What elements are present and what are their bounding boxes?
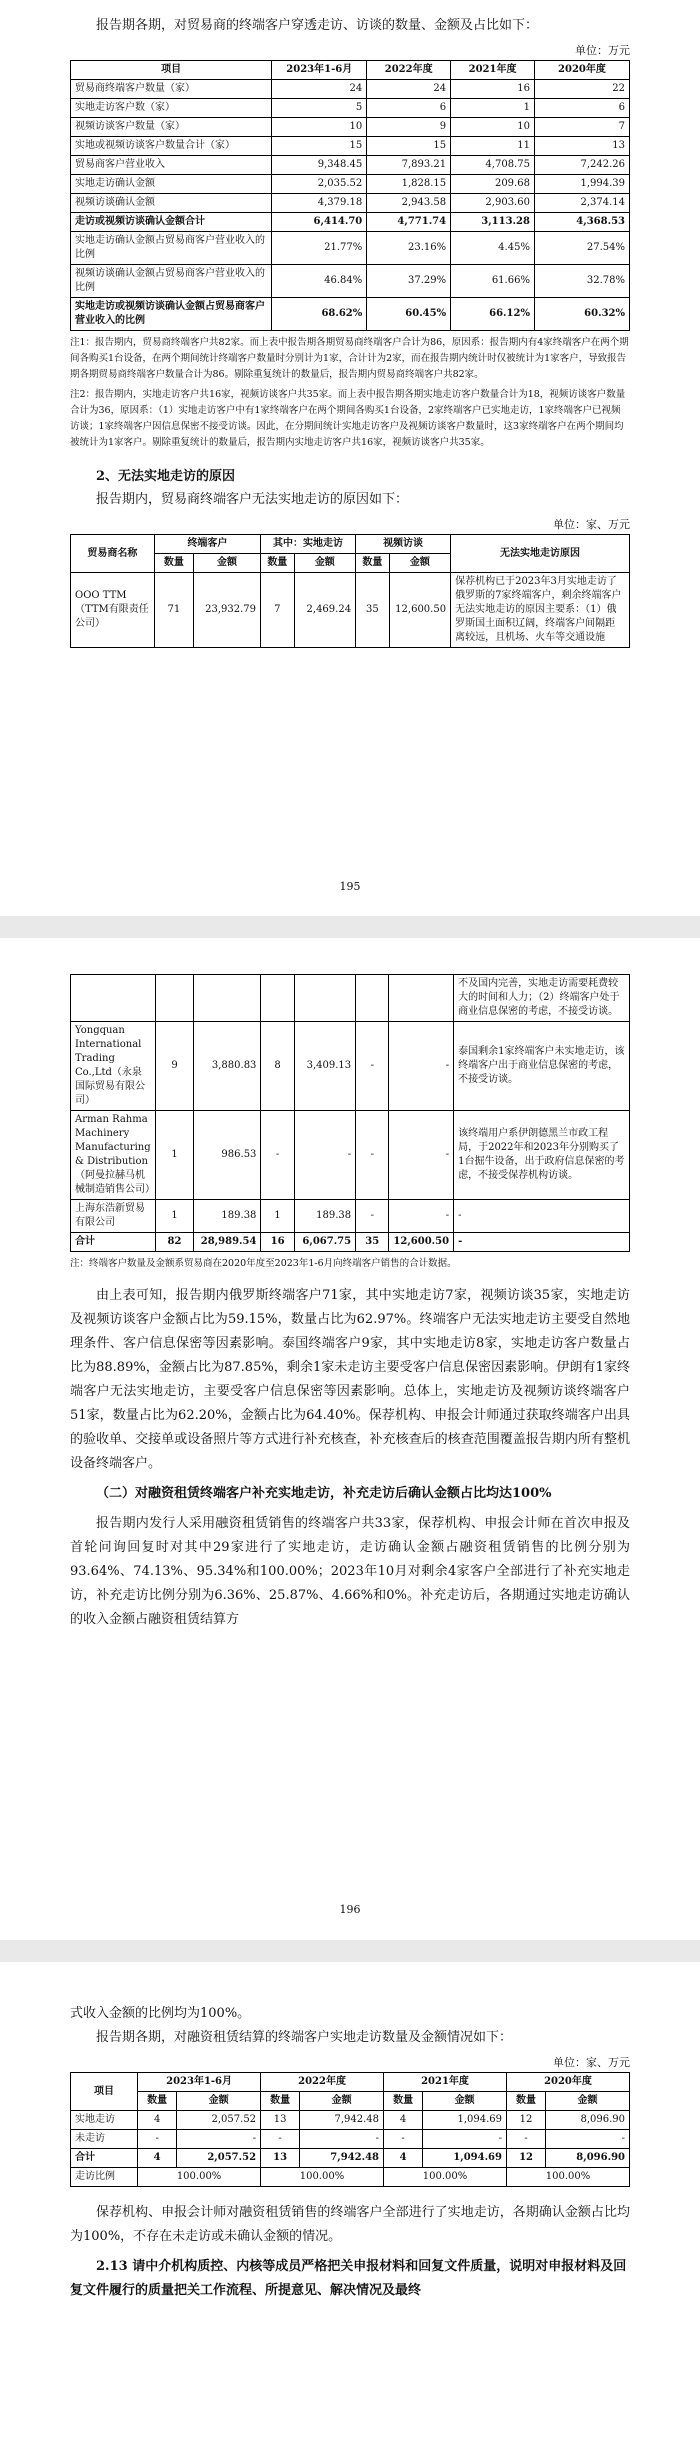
table-cell: 1,094.69 <box>423 2111 507 2130</box>
table-cell: 2,057.52 <box>177 2149 261 2168</box>
table-cell: 6,067.75 <box>294 1233 355 1252</box>
column-header: 贸易商名称 <box>71 535 155 573</box>
table-row <box>71 213 630 232</box>
table-row <box>71 99 630 118</box>
table-header-row <box>71 61 630 80</box>
document-page-197 <box>0 1962 700 2453</box>
table-cell: 82 <box>155 1233 194 1252</box>
table-cell: 68.62% <box>272 298 367 331</box>
table-cell: - <box>356 1200 389 1233</box>
table-cell: 1,828.15 <box>367 175 451 194</box>
table-cell: 6,414.70 <box>272 213 367 232</box>
table-cell: 60.45% <box>367 298 451 331</box>
row-label: 走访或视频访谈确认金额合计 <box>71 213 272 232</box>
table-cell: 37.29% <box>367 265 451 298</box>
table-cell: 100.00% <box>384 2168 507 2187</box>
table-cell: 10 <box>451 118 535 137</box>
table-cell: 46.84% <box>272 265 367 298</box>
table-cell: 2,035.52 <box>272 175 367 194</box>
table-cell: - <box>389 1111 454 1200</box>
table-cell: 9 <box>367 118 451 137</box>
table-row <box>71 118 630 137</box>
table-cell: - <box>356 1111 389 1200</box>
reason-cell: - <box>454 1200 630 1233</box>
table-cell: 12 <box>506 2111 545 2130</box>
table-cell: 23.16% <box>367 232 451 265</box>
row-label: 贸易商客户营业收入 <box>71 156 272 175</box>
no-visit-reason-table-continued <box>70 974 630 1252</box>
table-cell: 10 <box>272 118 367 137</box>
table-cell: 7,942.48 <box>300 2149 384 2168</box>
table-cell: 100.00% <box>138 2168 261 2187</box>
table-cell: 15 <box>272 137 367 156</box>
trader-name: Arman Rahma Machinery Manufacturing & Distribution（阿曼拉赫马机械制造销售公司） <box>71 1111 156 1200</box>
trader-name: OOO TTM（TTM有限责任公司） <box>71 573 155 648</box>
table-cell: - <box>506 2130 545 2149</box>
table-row <box>71 2130 630 2149</box>
table-cell: 35 <box>356 573 390 648</box>
table-cell: 4,379.18 <box>272 194 367 213</box>
table-cell: 7,942.48 <box>300 2111 384 2130</box>
table-cell: 5 <box>272 99 367 118</box>
table-cell: - <box>261 2130 300 2149</box>
column-header: 金额 <box>423 2092 507 2111</box>
table-cell: 100.00% <box>506 2168 629 2187</box>
column-header: 数量 <box>154 554 193 573</box>
table-cell: 7 <box>261 573 295 648</box>
table-cell: 12 <box>506 2149 545 2168</box>
table-cell: 23,932.79 <box>193 573 260 648</box>
table-cell: 24 <box>367 80 451 99</box>
reason-cell: 泰国剩余1家终端客户未实地走访，该终端客户出于商业信息保密的考虑，不接受访谈。 <box>454 1022 630 1111</box>
section-title: 2、无法实地走访的原因 <box>96 469 236 484</box>
row-label: 贸易商终端客户数量（家） <box>71 80 272 99</box>
table-cell: 1 <box>155 1200 194 1233</box>
table-row <box>71 2168 630 2187</box>
row-label: 实地或视频访谈客户数量合计（家） <box>71 137 272 156</box>
table-cell: 4,771.74 <box>367 213 451 232</box>
column-header: 数量 <box>384 2092 423 2111</box>
table-cell: - <box>356 1022 389 1111</box>
column-header: 2021年度 <box>384 2073 507 2092</box>
table-row <box>71 156 630 175</box>
paragraph-intro: 报告期各期，对融资租赁结算的终端客户实地走访数量及金额情况如下： <box>96 2030 513 2045</box>
table-cell: 21.77% <box>272 232 367 265</box>
row-label: 实地走访或视频访谈确认金额占贸易商客户营业收入的比例 <box>71 298 272 331</box>
table-cell: - <box>138 2130 177 2149</box>
table-cell: - <box>389 1200 454 1233</box>
finance-lease-visit-table <box>70 2072 630 2187</box>
table-cell: 6 <box>534 99 629 118</box>
table-cell: - <box>261 1111 294 1200</box>
table-cell: 4,368.53 <box>534 213 629 232</box>
table-cell: - <box>294 1111 355 1200</box>
row-label: 视频访谈确认金额占贸易商客户营业收入的比例 <box>71 265 272 298</box>
table-cell: 1 <box>155 1111 194 1200</box>
table-row <box>71 1111 630 1200</box>
reason-cell: 该终端用户系伊朗德黑兰市政工程局，于2022年和2023年分别购买了1台掘牛设备，出于政府信息保密的考虑，不接受保荐机构访谈。 <box>454 1111 630 1200</box>
section-heading: 2.13 请中介机构质控、内核等成员严格把关申报材料和回复文件质量，说明对申报材料及回复文件履行的质量把关工作流程、所提意见、解决情况及最终 <box>70 2259 627 2298</box>
column-header: 数量 <box>261 2092 300 2111</box>
table-cell: 35 <box>356 1233 389 1252</box>
table-row <box>71 573 630 648</box>
table-cell: - <box>300 2130 384 2149</box>
table-cell: 11 <box>451 137 535 156</box>
column-header: 2020年度 <box>506 2073 629 2092</box>
table-cell: - <box>423 2130 507 2149</box>
table-cell: 13 <box>261 2149 300 2168</box>
row-label: 实地走访客户数（家） <box>71 99 272 118</box>
column-header: 2020年度 <box>534 61 629 80</box>
unit-label: 单位：家、万元 <box>553 2056 630 2069</box>
unit-label: 单位：万元 <box>575 44 630 57</box>
table-row <box>71 975 630 1022</box>
table-cell: 12,600.50 <box>389 573 450 648</box>
table-cell: 71 <box>154 573 193 648</box>
row-label: 合计 <box>71 2149 138 2168</box>
table-row <box>71 2149 630 2168</box>
page-number: 195 <box>339 880 361 893</box>
table-cell: 7,242.26 <box>534 156 629 175</box>
document-page-195 <box>0 0 700 916</box>
no-visit-reason-table <box>70 534 630 648</box>
table-row <box>71 298 630 331</box>
reason-cell: - <box>454 1233 630 1252</box>
row-label: 未走访 <box>71 2130 138 2149</box>
table-cell: 4 <box>384 2111 423 2130</box>
table-cell: 2,903.60 <box>451 194 535 213</box>
table-row <box>71 137 630 156</box>
table-row <box>71 175 630 194</box>
table-cell: 7,893.21 <box>367 156 451 175</box>
table-row <box>71 232 630 265</box>
column-header: 数量 <box>356 554 390 573</box>
column-header: 数量 <box>506 2092 545 2111</box>
column-header: 金额 <box>193 554 260 573</box>
table-cell: 8,096.90 <box>546 2111 630 2130</box>
table-cell: 986.53 <box>194 1111 261 1200</box>
table-cell: 16 <box>261 1233 294 1252</box>
table-cell: 4 <box>138 2111 177 2130</box>
column-header: 数量 <box>261 554 295 573</box>
table-row <box>71 80 630 99</box>
table-cell: - <box>389 1022 454 1111</box>
section-heading: （二）对融资租赁终端客户补充实地走访，补充走访后确认金额占比均达100% <box>96 1486 552 1501</box>
column-header: 项目 <box>71 61 272 80</box>
table-cell: - <box>177 2130 261 2149</box>
table-cell: 66.12% <box>451 298 535 331</box>
table-cell: 1,094.69 <box>423 2149 507 2168</box>
table-cell: 2,374.14 <box>534 194 629 213</box>
table-note-1: 注1：报告期内，贸易商终端客户共82家。而上表中报告期各期贸易商终端客户合计为86，原因系：报告期内有4家终端客户在两个期间各购买1台设备，在两个期间统计终端客户数量时分别计为1家，合计计为2家，而在报告期内统计时仅被统计为1家客户，导致报告期各期贸易商终端客户数量合计为86。剔除重复统计的数量后，报告期内贸易商终端客户共82家。 <box>70 337 629 380</box>
table-cell: 209.68 <box>451 175 535 194</box>
paragraph-summary: 保荐机构、申报会计师对融资租赁销售的终端客户全部进行了实地走访，各期确认金额占比均为100%，不存在未走访或未确认金额的情况。 <box>70 2205 630 2244</box>
paragraph-continued: 式收入金额的比例均为100%。 <box>70 2006 251 2021</box>
table-cell: 100.00% <box>261 2168 384 2187</box>
table-row <box>71 265 630 298</box>
table-cell: 12,600.50 <box>389 1233 454 1252</box>
section-intro: 报告期内，贸易商终端客户无法实地走访的原因如下： <box>96 492 409 507</box>
row-label: 实地走访确认金额占贸易商客户营业收入的比例 <box>71 232 272 265</box>
table-note: 注：终端客户数量及金额系贸易商在2020年度至2023年1-6月向终端客户销售的合计数据。 <box>70 1258 457 1269</box>
table-cell: 28,989.54 <box>194 1233 261 1252</box>
column-header: 2023年1-6月 <box>272 61 367 80</box>
reason-cell: 保荐机构已于2023年3月实地走访了俄罗斯的7家终端客户，剩余终端客户无法实地走访的原因主要系：（1）俄罗斯国土面积辽阔，终端客户间隔距离较远，且机场、火车等交通设施 <box>451 573 630 648</box>
table-cell: 4 <box>138 2149 177 2168</box>
table-row <box>71 1233 630 1252</box>
table-cell: 2,469.24 <box>294 573 355 648</box>
column-header: 2022年度 <box>261 2073 384 2092</box>
trader-name: 合计 <box>71 1233 156 1252</box>
paragraph-analysis: 由上表可知，报告期内俄罗斯终端客户71家，其中实地走访7家，视频访谈35家，实地走访及视频访谈客户金额占比为59.15%，数量占比为62.97%。终端客户无法实地走访主要受自然地理条件、客户信息保密等因素影响。泰国终端客户9家，其中实地走访8家，实地走访客户数量占比为88.89%，金额占比为87.85%，剩余1家未走访主要受客户信息保密因素影响。伊朗有1家终端客户无法实地走访，主要受客户信息保密等因素影响。总体上，实地走访及视频访谈终端客户51家，数量占比为62.20%，金额占比为64.40%。保荐机构、申报会计师通过获取终端客户出具的验收单、交接单或设备照片等方式进行补充核查，补充核查后的核查范围覆盖报告期内所有整机设备终端客户。 <box>70 1288 630 1471</box>
table-cell: 16 <box>451 80 535 99</box>
table-cell: 32.78% <box>534 265 629 298</box>
paragraph-finance-lease: 报告期内发行人采用融资租赁销售的终端客户共33家，保荐机构、申报会计师在首次申报及首轮问询回复时对其中29家进行了实地走访，走访确认金额占融资租赁销售的比例分别为93.64%、74.13%、95.34%和100.00%；2023年10月对剩余4家客户全部进行了补充实地走访，补充走访比例分别为6.36%、25.87%、4.66%和0%。补充走访后，各期通过实地走访确认的收入金额占融资租赁结算方 <box>70 1516 630 1627</box>
paragraph-intro: 报告期各期，对贸易商的终端客户穿透走访、访谈的数量、金额及占比如下： <box>96 18 539 33</box>
table-cell: 22 <box>534 80 629 99</box>
row-label: 实地走访 <box>71 2111 138 2130</box>
table-cell: 13 <box>534 137 629 156</box>
table-cell: - <box>384 2130 423 2149</box>
row-label: 实地走访确认金额 <box>71 175 272 194</box>
table-cell: 24 <box>272 80 367 99</box>
table-cell: 189.38 <box>294 1200 355 1233</box>
table-cell: 7 <box>534 118 629 137</box>
column-header: 2022年度 <box>367 61 451 80</box>
table-cell: 4 <box>384 2149 423 2168</box>
column-header: 视频访谈 <box>356 535 451 554</box>
table-cell: 27.54% <box>534 232 629 265</box>
column-header: 金额 <box>300 2092 384 2111</box>
row-label: 视频访谈确认金额 <box>71 194 272 213</box>
column-header: 终端客户 <box>154 535 260 554</box>
column-header: 无法实地走访原因 <box>451 535 630 573</box>
table-cell: 9 <box>155 1022 194 1111</box>
table-cell: 9,348.45 <box>272 156 367 175</box>
table-row <box>71 1022 630 1111</box>
table-cell: 1 <box>451 99 535 118</box>
table-cell: 8 <box>261 1022 294 1111</box>
table-cell: 60.32% <box>534 298 629 331</box>
trader-name: 上海东浩新贸易有限公司 <box>71 1200 156 1233</box>
table-cell: 4,708.75 <box>451 156 535 175</box>
table-cell: 3,409.13 <box>294 1022 355 1111</box>
table-cell: 8,096.90 <box>546 2149 630 2168</box>
column-header: 金额 <box>177 2092 261 2111</box>
column-header: 2021年度 <box>451 61 535 80</box>
table-cell: 2,057.52 <box>177 2111 261 2130</box>
column-header: 数量 <box>138 2092 177 2111</box>
column-header: 金额 <box>389 554 450 573</box>
table-cell: 15 <box>367 137 451 156</box>
column-header: 项目 <box>71 2073 138 2111</box>
table-row <box>71 2111 630 2130</box>
document-page-196 <box>0 938 700 1940</box>
table-cell: 1 <box>261 1200 294 1233</box>
column-header: 2023年1-6月 <box>138 2073 261 2092</box>
trader-name: Yongquan International Trading Co.,Ltd（永泉国际贸易有限公司） <box>71 1022 156 1111</box>
column-header: 金额 <box>294 554 355 573</box>
table-cell: 13 <box>261 2111 300 2130</box>
table-cell: 189.38 <box>194 1200 261 1233</box>
table-cell: 3,880.83 <box>194 1022 261 1111</box>
column-header: 其中：实地走访 <box>261 535 356 554</box>
unit-label-2: 单位：家、万元 <box>553 518 630 531</box>
table-cell: 2,943.58 <box>367 194 451 213</box>
column-header: 金额 <box>546 2092 630 2111</box>
table-cell: 6 <box>367 99 451 118</box>
table-row <box>71 194 630 213</box>
table-row <box>71 1200 630 1233</box>
row-label: 视频访谈客户数量（家） <box>71 118 272 137</box>
reason-cell: 不及国内完善，实地走访需要耗费较大的时间和人力；（2）终端客户处于商业信息保密的考虑，不接受访谈。 <box>454 975 630 1022</box>
trader-terminal-visit-table <box>70 60 630 331</box>
table-cell: 61.66% <box>451 265 535 298</box>
table-cell: 3,113.28 <box>451 213 535 232</box>
row-label: 走访比例 <box>71 2168 138 2187</box>
table-cell: 4.45% <box>451 232 535 265</box>
table-cell: 1,994.39 <box>534 175 629 194</box>
page-number: 196 <box>339 1903 361 1916</box>
table-note-2: 注2：报告期内，实地走访客户共16家，视频访谈客户共35家。而上表中报告期各期实地走访客户数量合计为18，视频访谈客户数量合计为36，原因系：（1）实地走访客户中有1家终端客户在两个期间各购买1台设备，2家终端客户已实地走访，1家终端客户已视频访谈；1家终端客户因信息保密不接受访谈。因此，在分期间统计实地走访客户及视频访谈客户数量时，这3家终端客户在两个期间均被统计为1家客户。剔除重复统计的数量后，报告期内实地走访客户共16家，视频访谈客户共35家。 <box>70 389 626 448</box>
table-cell: - <box>546 2130 630 2149</box>
